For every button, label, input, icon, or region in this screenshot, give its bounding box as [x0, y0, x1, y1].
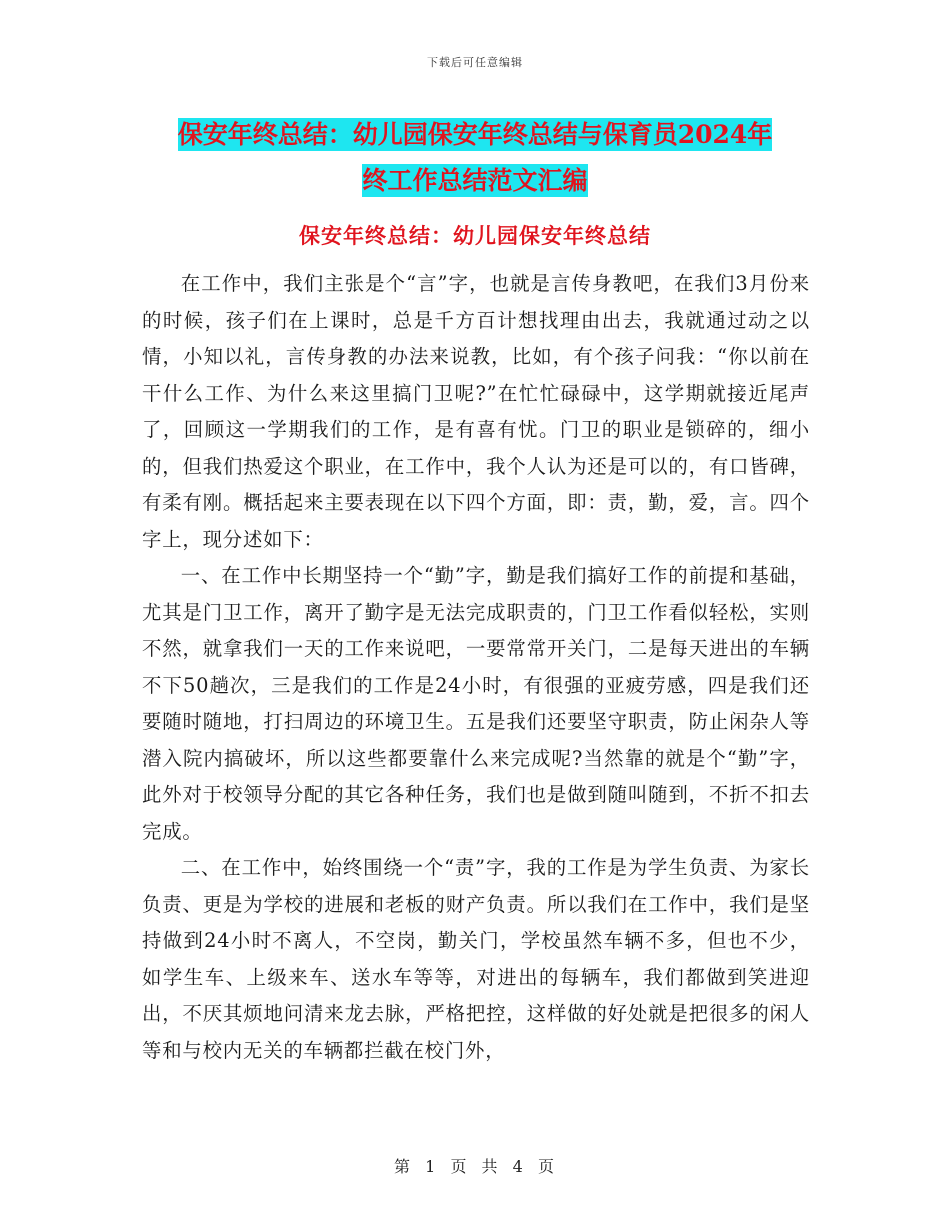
- title-line-2: 终工作总结范文汇编: [362, 166, 588, 195]
- paragraph-intro: 在工作中，我们主张是个“言”字，也就是言传身教吧，在我们3月份来的时候，孩子们在上课时，总是千方百计想找理由出去，我就通过动之以情，小知以礼，言传身教的办法来说教，比如，有个孩子问我：“你以前在干什么工作、为什么来这里搞门卫呢?”在忙忙碌碌中，这学期就接近尾声了，回顾这一学期我们的工作，是有喜有忧。门卫的职业是锁碎的，细小的，但我们热爱这个职业，在工作中，我个人认为还是可以的，有口皆碑，有柔有刚。概括起来主要表现在以下四个方面，即：责，勤，爱，言。四个字上，现分述如下：: [142, 272, 810, 551]
- footer-page-word: 页: [450, 1157, 469, 1176]
- footer-prefix: 第: [394, 1157, 413, 1176]
- section-title: 保安年终总结：幼儿园保安年终总结: [299, 223, 651, 248]
- paragraph-diligence: 一、在工作中长期坚持一个“勤”字，勤是我们搞好工作的前提和基础，尤其是门卫工作，离开了勤字是无法完成职责的，门卫工作看似轻松，实则不然，就拿我们一天的工作来说吧，一要常常开关门，二是每天进出的车辆不下50趟次，三是我们的工作是24小时，有很强的亚疲劳感，四是我们还要随时随地，打扫周边的环境卫生。五是我们还要坚守职责，防止闲杂人等潜入院内搞破坏，所以这些都要靠什么来完成呢?当然靠的就是个“勤”字，此外对于校领导分配的其它各种任务，我们也是做到随叫随到，不折不扣去完成。: [142, 564, 810, 843]
- title-line-1: 保安年终总结：幼儿园保安年终总结与保育员2024年: [177, 120, 773, 149]
- document-title: [0, 112, 950, 204]
- header-note: 下载后可任意编辑: [427, 56, 523, 69]
- paragraph-responsibility: 二、在工作中，始终围绕一个“责”字，我的工作是为学生负责、为家长负责、更是为学校的进展和老板的财产负责。所以我们在工作中，我们是坚持做到24小时不离人，不空岗，勤关门，学校虽然车辆不多，但也不少，如学生车、上级来车、送水车等等，对进出的每辆车，我们都做到笑进迎出，不厌其烦地问清来龙去脉，严格把控，这样做的好处就是把很多的闲人等和与校内无关的车辆都拦截在校门外，: [142, 856, 810, 1062]
- footer-suffix: 页: [537, 1157, 556, 1176]
- page-footer: [0, 1154, 950, 1177]
- footer-total-word: 共: [481, 1157, 500, 1176]
- footer-page-number: 1: [425, 1157, 438, 1176]
- footer-total-pages: 4: [512, 1157, 525, 1176]
- body-text: [142, 266, 810, 1069]
